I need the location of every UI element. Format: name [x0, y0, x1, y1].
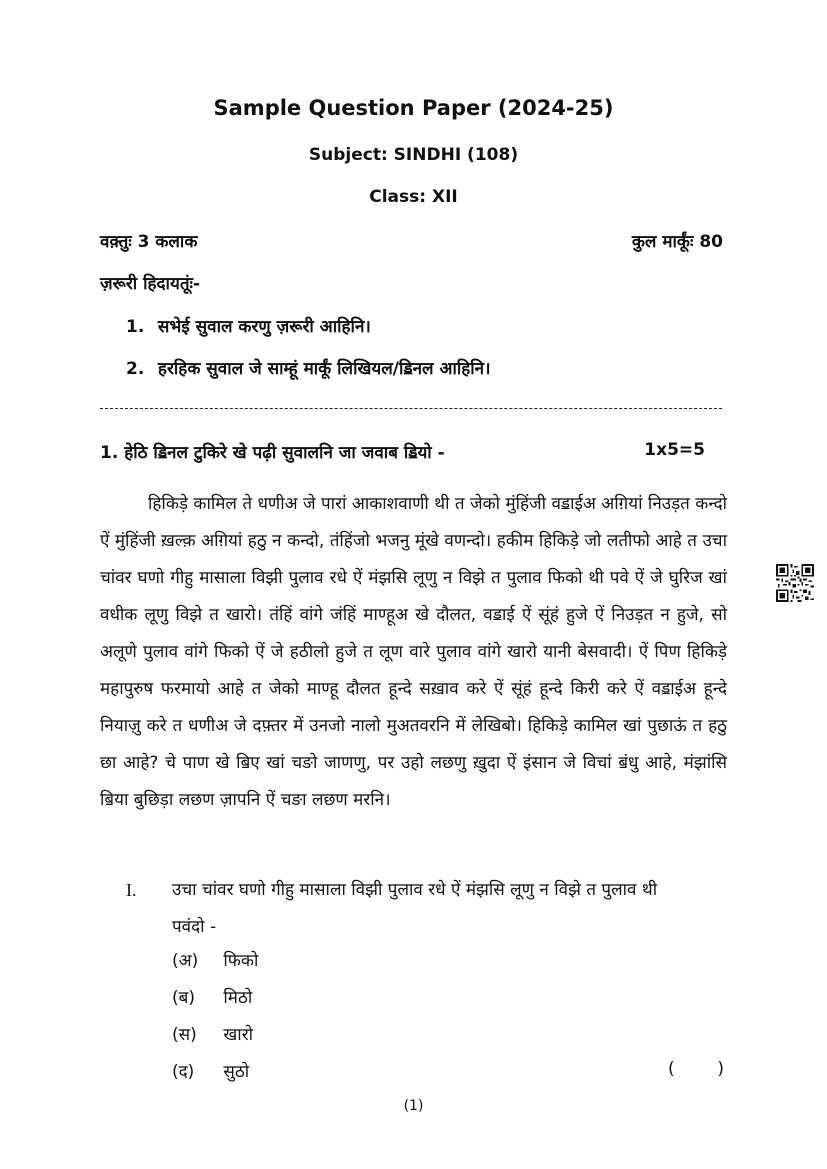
paper-title: Sample Question Paper (2024-25) [213, 96, 614, 120]
option-text: सुठो [223, 1062, 250, 1082]
class-line: Class: XII [369, 187, 458, 207]
option-c [172, 1022, 253, 1045]
instruction-number: 2. [126, 359, 145, 379]
option-label: (स) [172, 1025, 197, 1045]
option-label: (ब) [172, 988, 195, 1008]
sub-question-number: I. [126, 880, 137, 900]
option-label: (द) [172, 1062, 195, 1082]
time-marks-row [100, 229, 723, 252]
instruction-item [126, 356, 491, 379]
option-text: मिठो [223, 988, 253, 1008]
option-text: खारो [223, 1025, 254, 1045]
option-b [172, 985, 252, 1008]
option-label: (अ) [172, 951, 199, 971]
instructions-heading: ज़रूरी हिदायतूंः- [100, 274, 200, 294]
instruction-text: सभेई सुवाल करणु ज़रूरी आहिनि। [157, 317, 371, 337]
option-text: फिको [223, 951, 259, 971]
bracket-open: ( [668, 1059, 675, 1079]
bracket-close: ) [717, 1059, 724, 1079]
option-d [172, 1059, 249, 1082]
qr-code-icon [776, 564, 814, 602]
question-1-text: 1. हेठि ॾिनल टुकिरे खे पढ़ी सुवालनि जा जवाब ॾियो - [100, 443, 445, 463]
total-marks: कुल मार्कूंः 80 [631, 232, 723, 252]
instruction-item [126, 314, 371, 337]
sub-question-stem: उचा चांवर घणो गीहु मासाला विझी पुलाव रधे ऐं मंझसि लूणु न विझे त पुलाव थी पवंदो - [172, 880, 658, 937]
instruction-text: हरहिक सुवाल जे साम्हूं मार्कूं लिखियल/ॾिनल आहिनि। [157, 359, 491, 379]
time-allowed: वक़्तुः 3 कलाक [100, 232, 198, 252]
instruction-number: 1. [126, 317, 145, 337]
comprehension-passage [100, 486, 727, 819]
question-1-marks: 1x5=5 [644, 440, 705, 460]
question-1-heading [100, 440, 705, 463]
passage-text: हिकिड़े कामिल ते धणीअ जे पारां आकाशवाणी थी त जेको मुंहिंजी वॾाईअ अग़ियां निउड़त कन्दो ऐं मुंहिंजी ख़ल्क़ अग़ियां हठु न कन्दो, तंहिंजो भजनु मूंखे वणन्दो। हकीम हिकिड़े जो लतीफो आहे त उचा चांवर घणो गीहु मासाला विझी पुलाव रधे ऐं मंझसि लूणु न विझे त पुलाव फिको थी पवे ऐं जे घुरिज खां वधीक लूणु विझे त खारो। तंहिं वांगे जंहिं माण्हूअ खे दौलत, वॾाई ऐं सूंहं हुजे ऐं निउड़त न हुजे, सो अलूणे पुलाव वांगे फिको ऐं जे हठीलो हुजे त लूण वारे पुलाव वांगे खारो यानी बेसवादी। ऐं पिण हिकिड़े महापुरुष फरमायो आहे त जेको माण्हू दौलत हून्दे सख़ाव करे ऐं सूंहं हून्दे किरी करे ऐं वॾाईअ हून्दे नियाज़ु करे त धणीअ जे दफ़्तर में उनजो नालो मुअतवरनि में लेखिबो। हिकिड़े कामिल खां पुछाऊं त हठु छा आहे? चे पाण खे ॿिए खां चङो जाणणु, पर उहो लछणु ख़ुदा ऐं इंसान जे विचां ॿंधु आहे, मंझांसि ॿिया बुछिड़ा लछण ज़ापनि ऐं चङा लछण मरनि। [100, 494, 727, 810]
page-number: (1) [403, 1098, 424, 1114]
subject-line: Subject: SINDHI (108) [308, 145, 519, 165]
option-a [172, 948, 258, 971]
dashed-divider [100, 408, 722, 409]
answer-bracket [668, 1059, 724, 1079]
